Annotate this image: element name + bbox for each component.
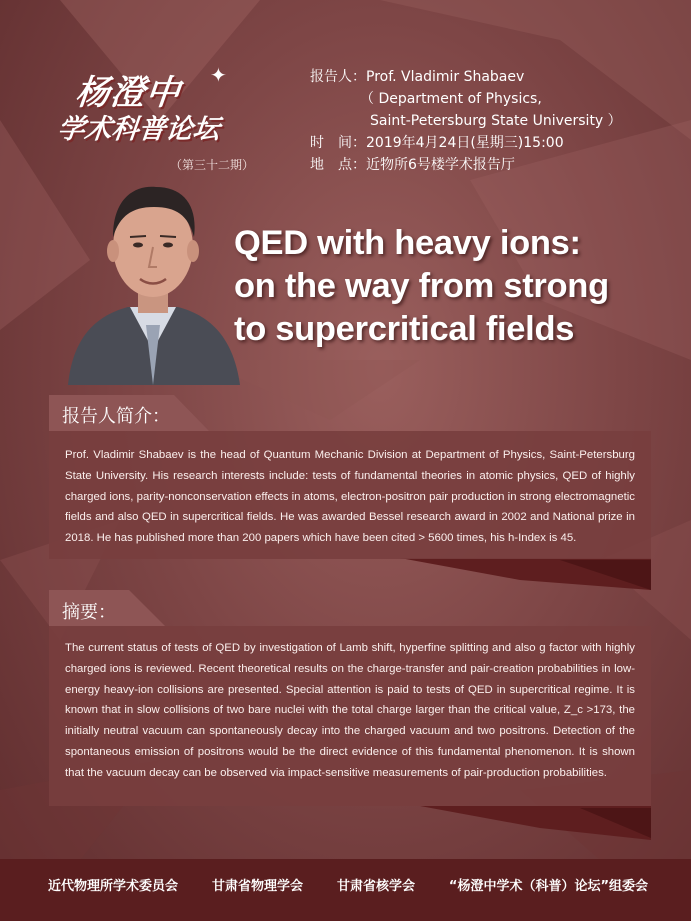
- title-line-2: on the way from strong: [234, 267, 609, 305]
- logo-title-forum: 学术科普论坛: [56, 114, 222, 145]
- bio-text: Prof. Vladimir Shabaev is the head of Quantum Mechanic Division at Department of Physics, Saint-Petersburg State University. His research interests include: tests of fundamental theories in atomic physics, QED of highly charged ions, parity-nonconservation effects in atoms, electron-positron pair production in strong electromagnetic fields and also QED in supercritical fields. He was awarded Bessel research award in 2002 and National prize in 2018. He has published more than 200 papers which have been cited > 5600 times, his h-Index is 45.: [65, 449, 635, 545]
- title-line-1: QED with heavy ions:: [234, 224, 581, 262]
- talk-title: [234, 222, 609, 351]
- forum-logo: [58, 65, 258, 175]
- bio-heading: 报告人简介：: [62, 406, 170, 427]
- location-line: 地 点：近物所6号楼学术报告厅: [310, 157, 515, 173]
- organizer-4: “杨澄中学术（科普）论坛”组委会: [448, 879, 648, 894]
- speaker-info: [310, 66, 622, 176]
- speaker-photo: [58, 175, 248, 385]
- time-line: 时 间：2019年4月24日(星期三)15:00: [310, 135, 564, 151]
- organizer-3: 甘肃省核学会: [336, 879, 415, 894]
- organizer-2: 甘肃省物理学会: [211, 879, 303, 894]
- organizers-footer: [0, 859, 691, 921]
- speaker-line: 报告人：Prof. Vladimir Shabaev: [310, 69, 525, 85]
- affiliation-line-1: （ Department of Physics,: [360, 91, 542, 107]
- logo-title-name: 杨澄中: [73, 73, 183, 113]
- bio-box: [49, 431, 651, 559]
- organizer-1: 近代物理所学术委员会: [48, 879, 179, 894]
- abstract-heading: 摘要：: [62, 602, 116, 623]
- logo-issue-number: （第三十二期）: [170, 158, 255, 172]
- abstract-text: The current status of tests of QED by investigation of Lamb shift, hyperfine splitting and also g factor with highly charged ions is reviewed. Recent theoretical results on the charge-transfer and pair-creation probabilities in low-energy heavy-ion collisions are presented. Special attention is paid to tests of QED in supercritical regime. It is known that in slow collisions of two bare nuclei with the total charge larger than the critical value, Z_c >173, the initially neutral vacuum can spontaneously decay into the charged vacuum and two positrons. Detection of the spontaneous emission of positrons would be the direct evidence of this fundamental phenomenon. It is shown that the vacuum decay can be observed via impact-sensitive measurements of pair-production probabilities.: [65, 642, 635, 779]
- star-icon: ✦: [210, 63, 227, 87]
- affiliation-line-2: Saint-Petersburg State University ）: [370, 113, 622, 129]
- abstract-box: [49, 626, 651, 806]
- title-line-3: to supercritical fields: [234, 310, 575, 348]
